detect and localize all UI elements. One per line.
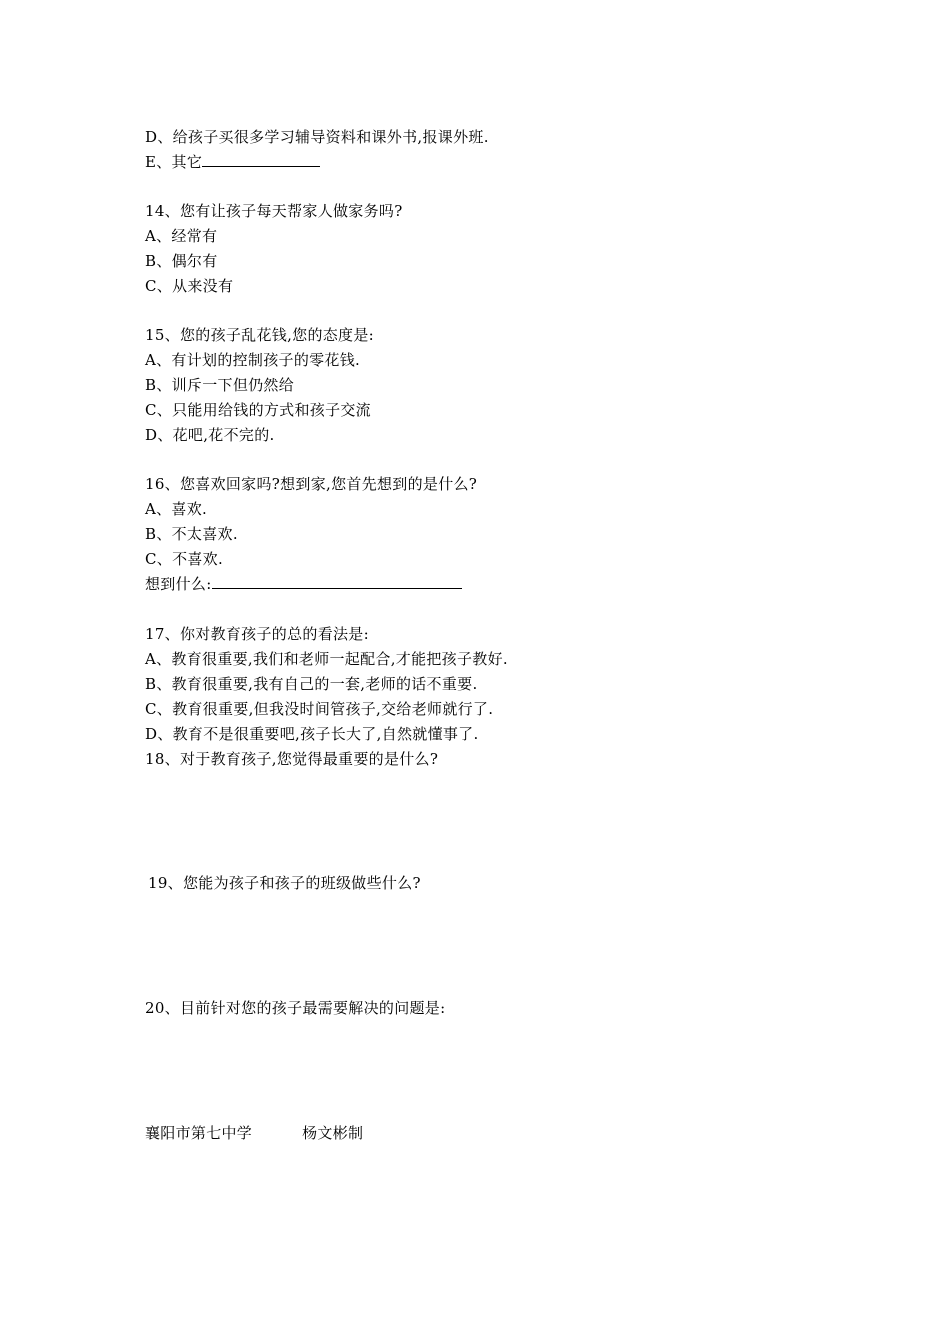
footer: [145, 1123, 363, 1143]
q14-option-b: B、偶尔有: [145, 252, 218, 270]
footer-author: 杨文彬制: [302, 1124, 364, 1142]
q19-question: 19、您能为孩子和孩子的班级做些什么?: [148, 874, 421, 892]
q14-option-c: C、从来没有: [145, 277, 234, 295]
q17-question: 17、你对教育孩子的总的看法是:: [145, 625, 369, 643]
q16-option-a: A、喜欢.: [145, 500, 208, 518]
q15-option-c: C、只能用给钱的方式和孩子交流: [145, 401, 371, 419]
q15-question: 15、您的孩子乱花钱,您的态度是:: [145, 326, 375, 344]
q16-option-c: C、不喜欢.: [145, 550, 224, 568]
q16-think-blank: [212, 574, 462, 589]
q17-option-a: A、教育很重要,我们和老师一起配合,才能把孩子教好.: [145, 650, 508, 668]
q15-option-b: B、训斥一下但仍然给: [145, 376, 295, 394]
q16-option-b: B、不太喜欢.: [145, 525, 238, 543]
q15-option-a: A、有计划的控制孩子的零花钱.: [145, 351, 361, 369]
q16-think: [145, 574, 462, 594]
q17-option-b: B、教育很重要,我有自己的一套,老师的话不重要.: [145, 675, 478, 693]
q17-option-d: D、教育不是很重要吧,孩子长大了,自然就懂事了.: [145, 725, 479, 743]
q13-other-blank: [202, 152, 320, 167]
q18-question: 18、对于教育孩子,您觉得最重要的是什么?: [145, 750, 439, 768]
q15-option-d: D、花吧,花不完的.: [145, 426, 275, 444]
q14-question: 14、您有让孩子每天帮家人做家务吗?: [145, 202, 403, 220]
q14-option-a: A、经常有: [145, 227, 218, 245]
q16-question: 16、您喜欢回家吗?想到家,您首先想到的是什么?: [145, 475, 478, 493]
q13-option-e-label: E、其它: [145, 153, 203, 171]
q20-question: 20、目前针对您的孩子最需要解决的问题是:: [145, 999, 446, 1017]
q17-option-c: C、教育很重要,但我没时间管孩子,交给老师就行了.: [145, 700, 494, 718]
q16-think-label: 想到什么:: [145, 575, 212, 593]
q13-option-e: [145, 152, 320, 172]
q13-option-d: D、给孩子买很多学习辅导资料和课外书,报课外班.: [145, 128, 489, 146]
footer-school: 襄阳市第七中学: [145, 1124, 253, 1142]
